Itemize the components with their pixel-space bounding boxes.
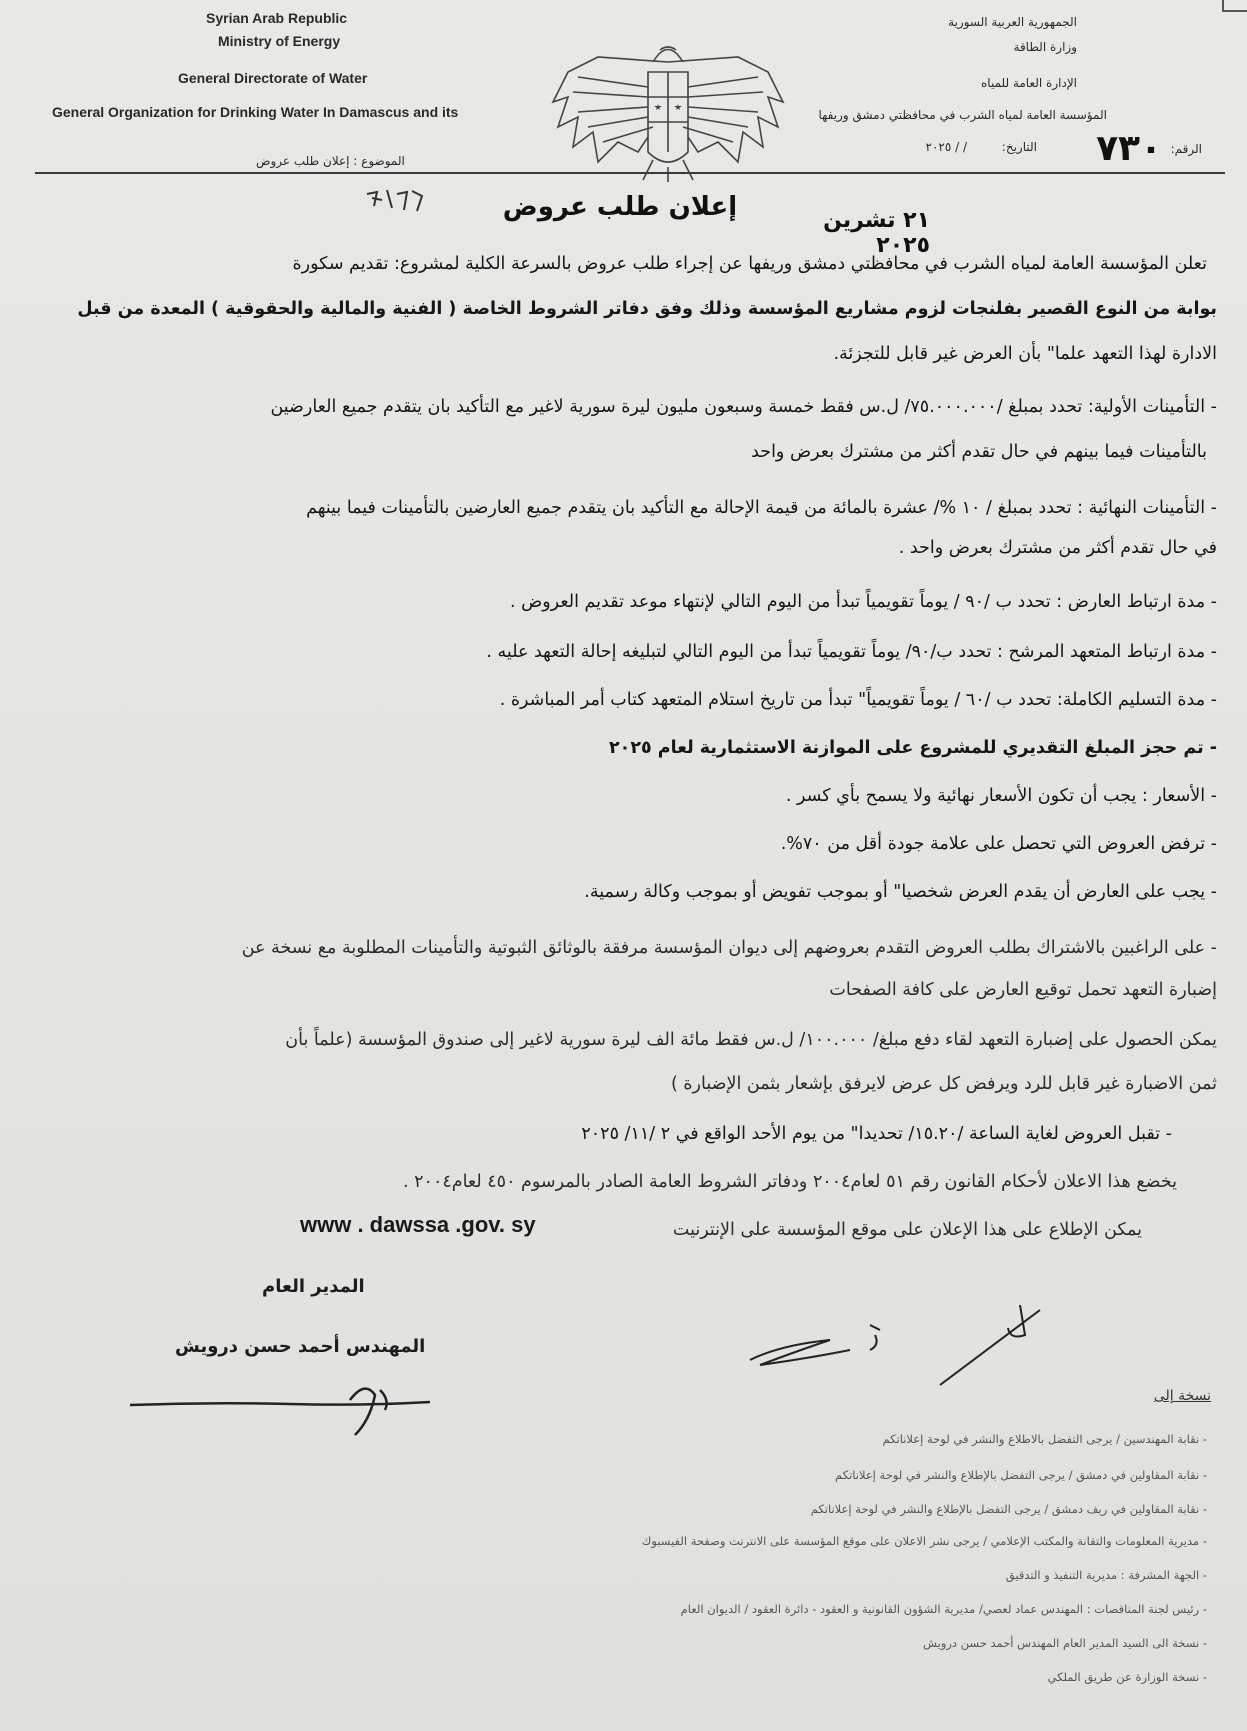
file-fee-clause-line1: يمكن الحصول على إضبارة التعهد لقاء دفع مبلغ/ ١٠٠.٠٠٠/ ل.س فقط مائة الف ليرة سورية لاغير إلى صندوق المؤسسة (علماً بأن bbox=[285, 1030, 1217, 1050]
header-ar-directorate: الإدارة العامة للمياه bbox=[981, 76, 1077, 90]
header-ar-country: الجمهورية العربية السورية bbox=[948, 15, 1077, 29]
submission-clause-line2: إضبارة التعهد تحمل توقيع العارض على كافة الصفحات bbox=[829, 980, 1217, 1000]
quality-score-clause: - ترفض العروض التي تحصل على علامة جودة أقل من ٧٠%. bbox=[780, 834, 1217, 854]
final-guarantee-line2: في حال تقدم أكثر من مشترك بعرض واحد . bbox=[898, 538, 1217, 558]
paragraph-intro-line1: تعلن المؤسسة العامة لمياه الشرب في محافظتي دمشق وريفها عن إجراء طلب عروض بالسرعة الكلية لمشروع: تقديم سكورة bbox=[292, 254, 1207, 274]
header-en-directorate: General Directorate of Water bbox=[178, 70, 368, 86]
file-fee-clause-line2: ثمن الاضبارة غير قابل للرد ويرفض كل عرض لايرفق بإشعار بثمن الإضبارة ) bbox=[670, 1074, 1217, 1094]
reference-label: الرقم: bbox=[1170, 142, 1202, 156]
initials-signature-icon bbox=[740, 1290, 1060, 1390]
bidder-commitment-period: - مدة ارتباط العارض : تحدد ب /٩٠ / يوماً تقويمياً تبدأ من اليوم التالي لإنتهاء موعد تقديم العروض . bbox=[509, 592, 1217, 612]
director-signature-icon bbox=[130, 1380, 450, 1440]
eagle-emblem-icon bbox=[548, 32, 788, 182]
submission-clause-line1: - على الراغبين بالاشتراك بطلب العروض التقدم بعروضهم إلى ديوان المؤسسة مرفقة بالوثائق الثبوتية والتأمينات المطلوبة مع نسخة عن bbox=[241, 938, 1217, 958]
signatory-name: المهندس أحمد حسن درويش bbox=[175, 1336, 426, 1357]
paragraph-intro-line2: بوابة من النوع القصير بفلنجات لزوم مشاريع المؤسسة وذلك وفق دفاتر الشروط الخاصة ( الفنية والمالية والحقوقية ) المعدة من قبل bbox=[77, 299, 1217, 319]
nominee-commitment-period: - مدة ارتباط المتعهد المرشح : تحدد ب/٩٠/ يوماً تقويمياً تبدأ من اليوم التالي لتبليغه إحالة التعهد عليه . bbox=[486, 642, 1217, 662]
date-value: / / ٢٠٢٥ bbox=[925, 140, 967, 154]
cc-item: - مديرية المعلومات والتقانة والمكتب الإعلامي / يرجى نشر الاعلان على موقع المؤسسة على الانترنت وصفحة الفيسبوك bbox=[641, 1534, 1207, 1548]
bidder-presence-clause: - يجب على العارض أن يقدم العرض شخصيا" أو بموجب تفويض أو بموجب وكالة رسمية. bbox=[584, 882, 1217, 902]
header-ar-organization: المؤسسة العامة لمياه الشرب في محافظتي دمشق وريفها bbox=[818, 108, 1107, 122]
final-guarantee-line1: - التأمينات النهائية : تحدد بمبلغ / ١٠ %/ عشرة بالمائة من قيمة الإحالة مع التأكيد بان يتقدم جميع العارضين بالتأمينات فيما بينهم bbox=[306, 498, 1217, 518]
budget-reservation: - تم حجز المبلغ التقديري للمشروع على الموازنة الاستثمارية لعام ٢٠٢٥ bbox=[608, 738, 1217, 758]
cc-item: - نقابة المهندسين / يرجى التفضل بالاطلاع والنشر في لوحة إعلاناتكم bbox=[882, 1432, 1207, 1446]
cc-item: - نسخة الوزارة عن طريق الملكي bbox=[1047, 1670, 1207, 1684]
signatory-title: المدير العام bbox=[262, 1276, 365, 1297]
corner-mark bbox=[1222, 10, 1247, 12]
cc-item: - نقابة المقاولين في دمشق / يرجى التفضل بالإطلاع والنشر في لوحة إعلاناتكم bbox=[835, 1468, 1207, 1482]
stamp-mark-icon bbox=[362, 186, 432, 216]
date-label: التاريخ: bbox=[1001, 140, 1037, 154]
initial-guarantee-line2: بالتأمينات فيما بينهم في حال تقدم أكثر من مشترك بعرض واحد bbox=[751, 442, 1207, 462]
header-ar-ministry: وزارة الطاقة bbox=[1013, 40, 1077, 54]
cc-item: - نسخة الى السيد المدير العام المهندس أحمد حسن درويش bbox=[922, 1636, 1207, 1650]
website-url: www . dawssa .gov. sy bbox=[300, 1212, 536, 1237]
delivery-period: - مدة التسليم الكاملة: تحدد ب /٦٠ / يوماً تقويمياً" تبدأ من تاريخ استلام المتعهد كتاب أمر المباشرة . bbox=[499, 690, 1217, 710]
prices-clause: - الأسعار : يجب أن تكون الأسعار نهائية ولا يسمح بأي كسر . bbox=[785, 786, 1217, 806]
deadline-clause: - تقبل العروض لغاية الساعة /١٥.٢٠/ تحديدا" من يوم الأحد الواقع في ٢ /١١/ ٢٠٢٥ bbox=[581, 1124, 1172, 1144]
cc-item: - الجهة المشرفة : مديرية التنفيذ و التدقيق bbox=[1005, 1568, 1207, 1582]
cc-item: - رئيس لجنة المناقصات : المهندس عماد لعصي/ مديرية الشؤون القانونية و العقود - دائرة العقود / الديوان العام bbox=[680, 1602, 1207, 1616]
cc-heading: نسخة إلى bbox=[1153, 1388, 1211, 1404]
paragraph-intro-line3: الادارة لهذا التعهد علما" بأن العرض غير قابل للتجزئة. bbox=[833, 344, 1217, 364]
reference-number: ٧٣٠ bbox=[1096, 128, 1162, 169]
handwritten-date: ٢١ تشرين ٢٠٢٥ bbox=[823, 208, 930, 258]
cc-item: - نقابة المقاولين في ريف دمشق / يرجى التفضل بالإطلاع والنشر في لوحة إعلاناتكم bbox=[810, 1502, 1207, 1516]
header-en-ministry: Ministry of Energy bbox=[218, 33, 341, 49]
legal-reference-clause: يخضع هذا الاعلان لأحكام القانون رقم ٥١ لعام٢٠٠٤ ودفاتر الشروط العامة الصادر بالمرسوم ٤٥٠ لعام٢٠٠٤ . bbox=[403, 1172, 1177, 1192]
subject-line: الموضوع : إعلان طلب عروض bbox=[256, 154, 405, 168]
document-title: إعلان طلب عروض bbox=[502, 192, 738, 222]
header-divider bbox=[35, 172, 1225, 174]
website-clause-text: يمكن الإطلاع على هذا الإعلان على موقع المؤسسة على الإنترنيت bbox=[672, 1220, 1142, 1240]
header-en-country: Syrian Arab Republic bbox=[206, 10, 348, 26]
header-en-organization: General Organization for Drinking Water In Damascus and its bbox=[52, 104, 459, 120]
initial-guarantee-line1: - التأمينات الأولية: تحدد بمبلغ /٧٥.٠٠٠.٠٠٠/ ل.س فقط خمسة وسبعون مليون ليرة سورية لاغير مع التأكيد بان يتقدم جميع العارضين bbox=[270, 397, 1217, 417]
